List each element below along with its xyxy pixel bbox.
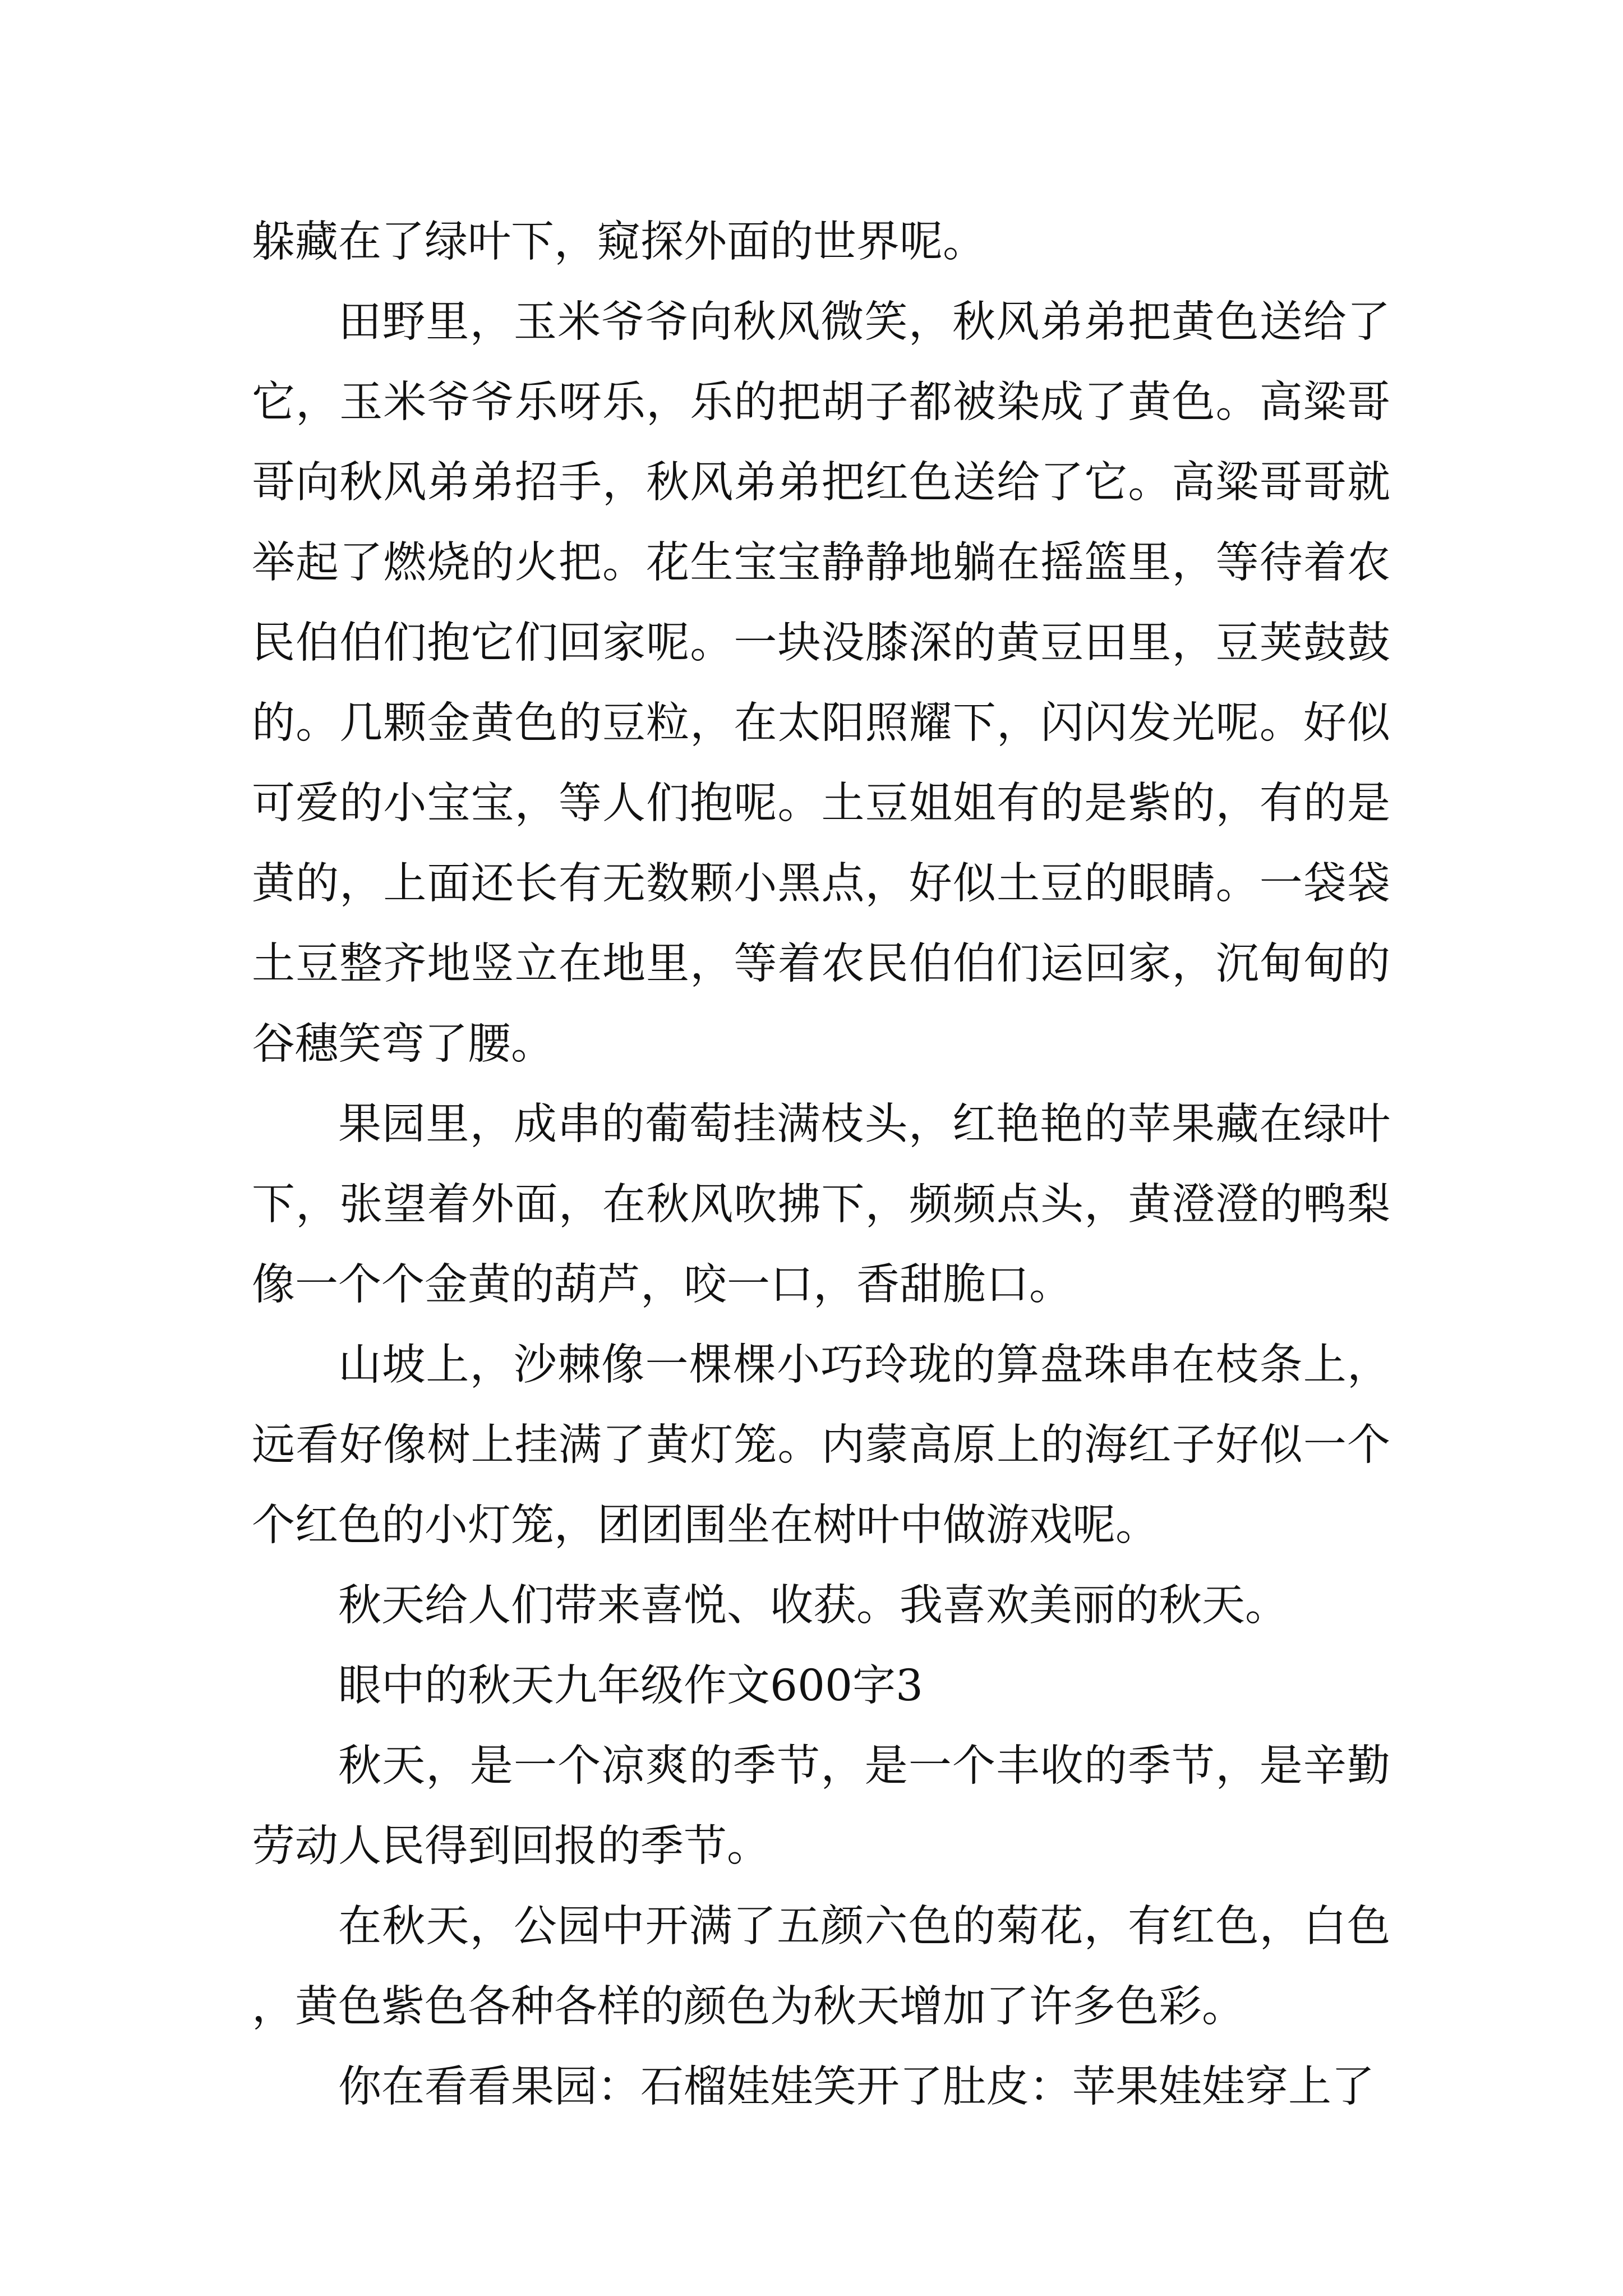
paragraph-fields: 田野里，玉米爷爷向秋风微笑，秋风弟弟把黄色送给了它，玉米爷爷乐呀乐，乐的把胡子都被染成了黄色。高粱哥哥向秋风弟弟招手，秋风弟弟把红色送给了它。高粱哥哥就举起了燃烧的火把。花生宝宝静静地躺在摇篮里，等待着农民伯伯们抱它们回家呢。一块没膝深的黄豆田里，豆荚鼓鼓的。几颗金黄色的豆粒，在太阳照耀下，闪闪发光呢。好似可爱的小宝宝，等人们抱呢。土豆姐姐有的是紫的，有的是黄的，上面还长有无数颗小黑点，好似土豆的眼睛。一袋袋土豆整齐地竖立在地里，等着农民伯伯们运回家，沉甸甸的谷穗笑弯了腰。 xyxy=(252,297,1390,1069)
paragraph-intro: 秋天，是一个凉爽的季节，是一个丰收的季节，是辛勤劳动人民得到回报的季节。 xyxy=(252,1741,1390,1871)
paragraph-hillside: 山坡上，沙棘像一棵棵小巧玲珑的算盘珠串在枝条上，远看好像树上挂满了黄灯笼。内蒙高原上的海红子好似一个个红色的小灯笼，团团围坐在树叶中做游戏呢。 xyxy=(252,1340,1390,1550)
paragraph-continuation: 躲藏在了绿叶下，窥探外面的世界呢。 xyxy=(252,217,986,267)
body-text xyxy=(252,202,1390,2127)
paragraph-orchard: 果园里，成串的葡萄挂满枝头，红艳艳的苹果藏在绿叶下，张望着外面，在秋风吹拂下，频频点头，黄澄澄的鸭梨像一个个金黄的葫芦，咬一口，香甜脆口。 xyxy=(252,1099,1390,1310)
essay-title: 眼中的秋天九年级作文600字3 xyxy=(338,1661,923,1711)
paragraph-orchard-2: 你在看看果园：石榴娃娃笑开了肚皮：苹果娃娃穿上了 xyxy=(338,2062,1375,2112)
paragraph-park: 在秋天，公园中开满了五颜六色的菊花，有红色，白色，黄色紫色各种各样的颜色为秋天增加了许多色彩。 xyxy=(252,1902,1390,2032)
paragraph-conclusion: 秋天给人们带来喜悦、收获。我喜欢美丽的秋天。 xyxy=(338,1581,1288,1631)
